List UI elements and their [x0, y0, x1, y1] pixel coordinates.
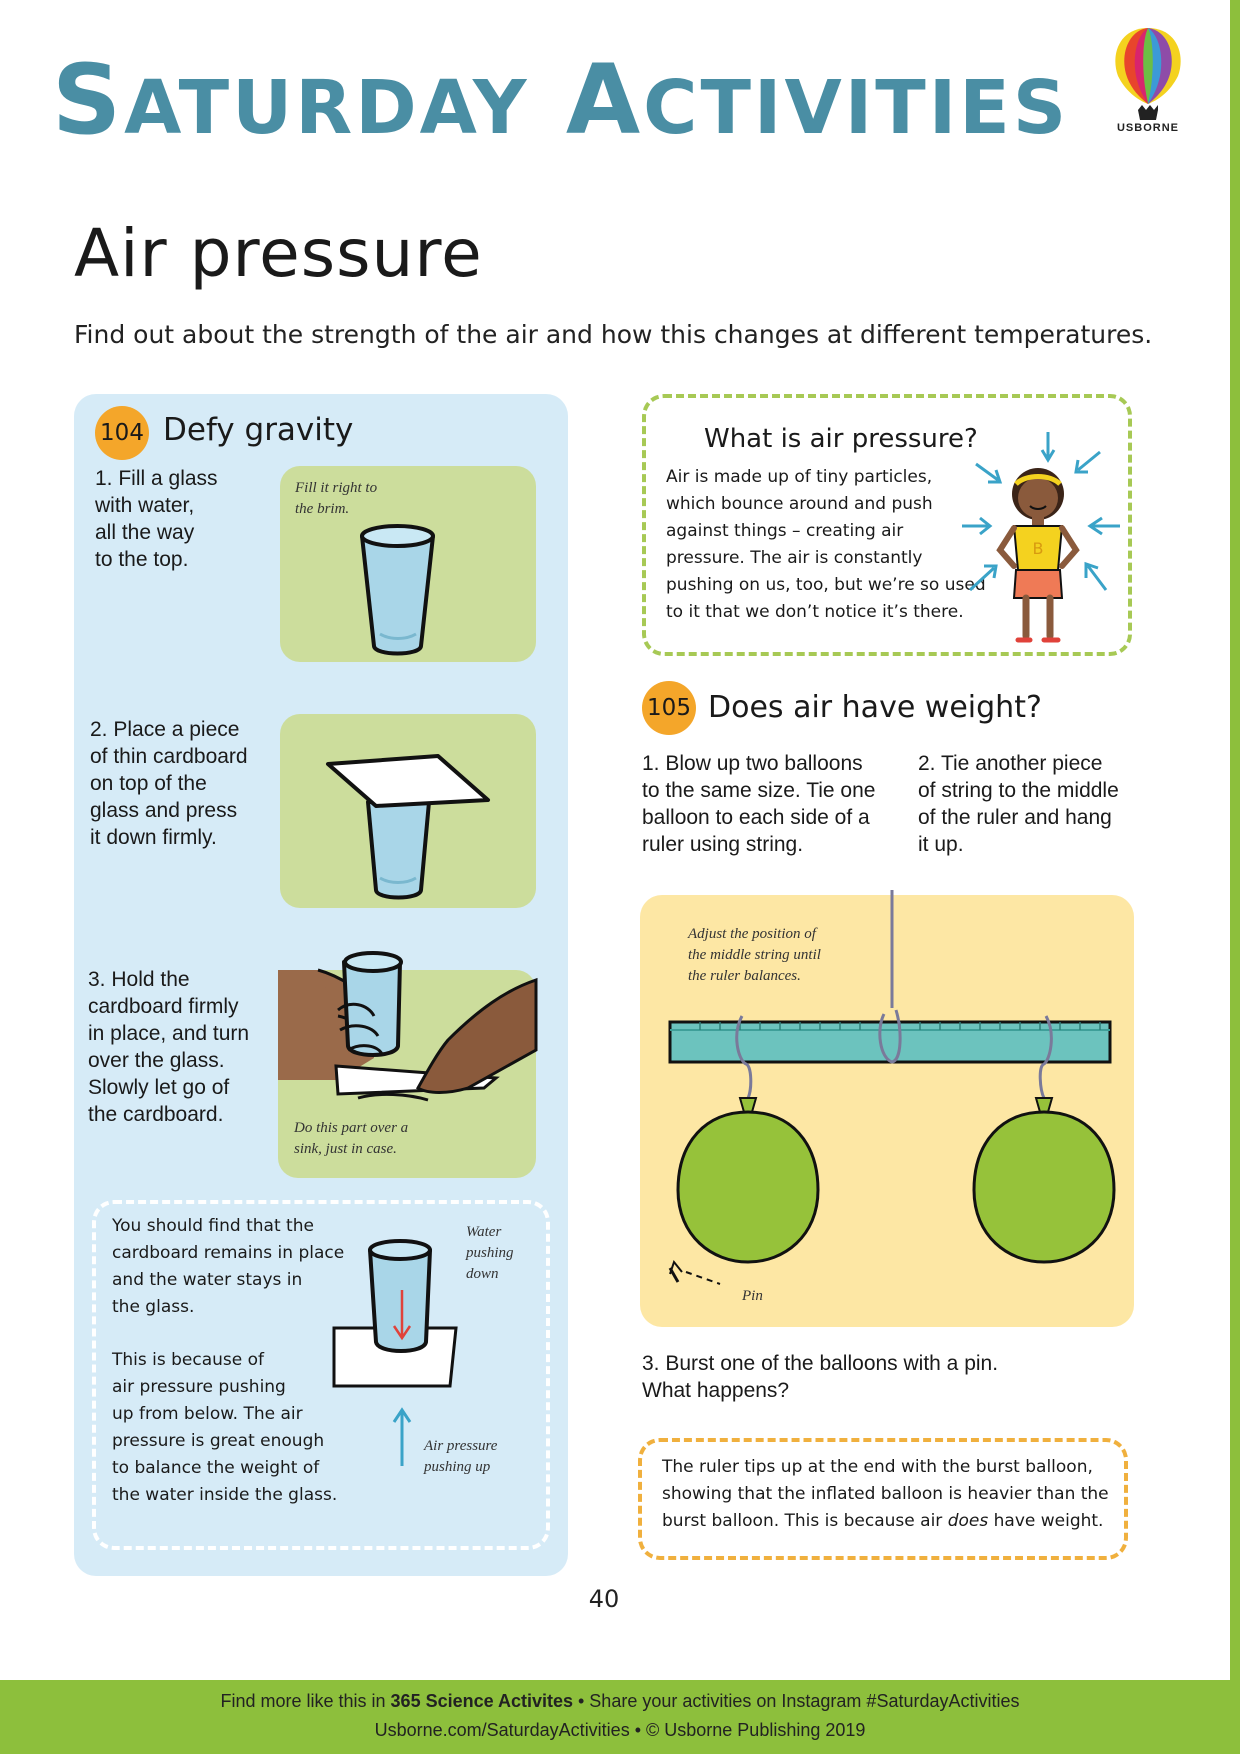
glass-with-card-icon: [280, 714, 536, 908]
topic-intro: Find out about the strength of the air and how this changes at different temperatures.: [74, 320, 1153, 349]
what-is-air-pressure-text: Air is made up of tiny particles, which bounce around and push against things – creating air pressure. The air is constantly pushing on us, too, but we’re so used to it that we don’t notice it’s there.: [666, 467, 986, 622]
girl-with-arrows-illustration: [960, 420, 1120, 652]
what-is-air-pressure-title: What is air pressure?: [704, 424, 978, 454]
activity-105-step-2: 2. Tie another piece of string to the middle of the ruler and hang it up.: [918, 752, 1119, 856]
step-3-note: Do this part over a sink, just in case.: [294, 1120, 409, 1157]
footer-line-1: Find more like this in 365 Science Activites • Share your activities on Instagram #SaturdayActivities: [220, 1691, 1020, 1711]
title-rest-1: ATURDAY: [124, 65, 530, 151]
right-border-stripe: [1230, 0, 1240, 1680]
logo-wordmark: USBORNE: [1116, 122, 1179, 134]
pin-label: Pin: [742, 1288, 763, 1304]
activity-105-step-3: 3. Burst one of the balloons with a pin. What happens?: [642, 1352, 999, 1402]
balloon-logo-icon: [1108, 26, 1188, 126]
footer-line-2: Usborne.com/SaturdayActivities • © Usborne Publishing 2019: [374, 1720, 866, 1740]
balloon-right-icon: [974, 1112, 1114, 1262]
title-initial-1: S: [52, 44, 125, 156]
balloon-left-icon: [678, 1112, 818, 1262]
activity-105-step-1: 1. Blow up two balloons to the same size. Tie one balloon to each side of a ruler using string.: [642, 752, 876, 856]
step-1-note: Fill it right to the brim.: [295, 480, 378, 517]
topic-heading: Air pressure: [74, 215, 483, 292]
activity-104-badge: 104: [95, 406, 149, 460]
activity-104-step-3: 3. Hold the cardboard firmly in place, and turn over the glass. Slowly let go of the cardboard.: [88, 968, 250, 1126]
activity-105-title: Does air have weight?: [708, 690, 1042, 725]
shirt-letter: B: [1032, 539, 1044, 558]
footer: [0, 1680, 1240, 1754]
activity-105-answer-text: The ruler tips up at the end with the burst balloon, showing that the inflated balloon is heavier than the burst balloon. This is because air does have weight.: [662, 1457, 1109, 1531]
activity-104-step-2: 2. Place a piece of thin cardboard on top of the glass and press it down firmly.: [90, 718, 248, 849]
activity-104-step-1: 1. Fill a glass with water, all the way to the top.: [95, 467, 218, 571]
page-title: [52, 44, 1070, 156]
usborne-logo: [1108, 26, 1188, 138]
title-rest-2: CTIVITIES: [643, 65, 1070, 151]
label-air-pressure-pushing-up: Air pressure pushing up: [424, 1438, 498, 1475]
activity-104-title: Defy gravity: [163, 412, 354, 448]
label-water-pushing-down: Water pushing down: [466, 1224, 514, 1282]
arrow-icon: [1042, 432, 1054, 460]
ruler-note: Adjust the position of the middle string until the ruler balances.: [688, 926, 821, 984]
activity-105-badge: 105: [642, 681, 696, 735]
page-number: 40: [588, 1585, 620, 1613]
activity-104-result-text: You should find that the cardboard remains in place and the water stays in the glass. This is because of air pressure pushing up from below. The air pressure is great enough to balance the weight of the water inside the glass.: [112, 1216, 345, 1505]
title-initial-2: A: [565, 44, 644, 156]
step-2-illustration: [280, 714, 536, 908]
